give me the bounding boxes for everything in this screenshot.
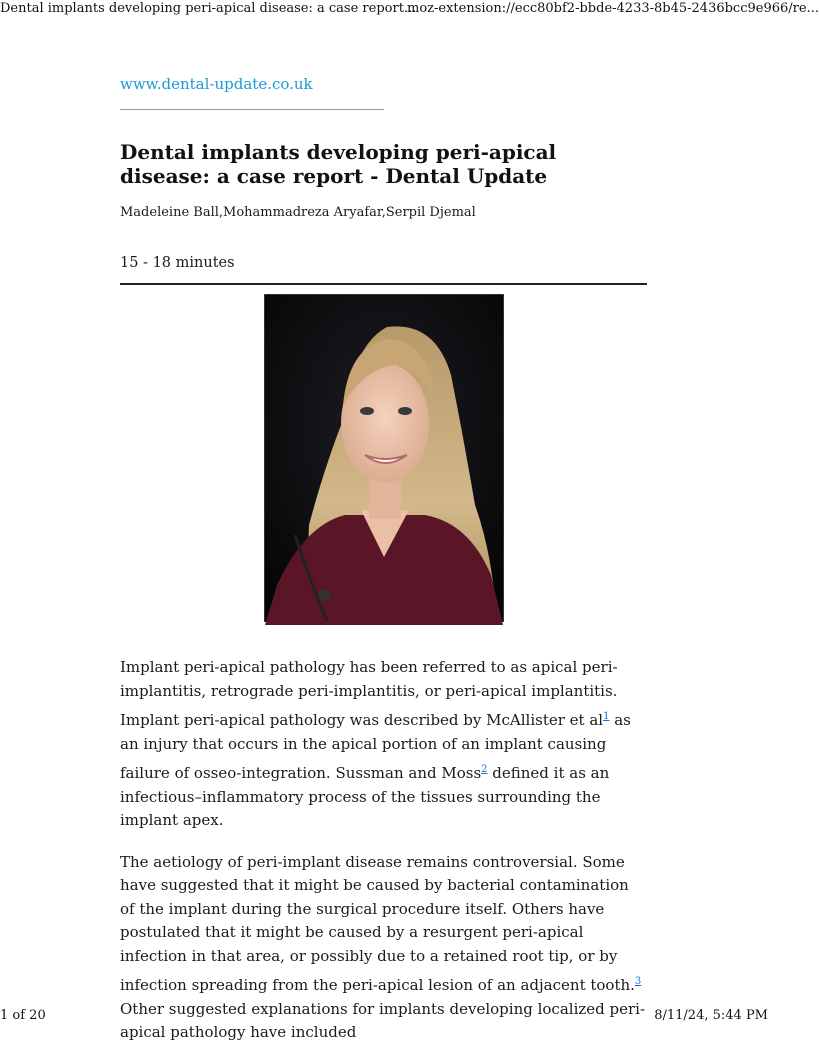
print-footer <box>0 1008 768 1024</box>
paragraph-text: Other suggested explanations for implants developing localized peri-apical pathology have included <box>120 999 646 1041</box>
print-header <box>0 0 819 20</box>
domain-divider <box>120 109 384 110</box>
page-counter: 1 of 20 <box>0 1008 46 1023</box>
author-photo <box>264 294 504 622</box>
source-domain-link[interactable]: www.dental-update.co.uk <box>120 75 313 93</box>
article-authors: Madeleine Ball,Mohammadreza Aryafar,Serpil Djemal <box>120 205 476 220</box>
reference-link[interactable]: 3 <box>634 976 642 987</box>
paragraph-text: defined it as an infectious–inflammatory process of the tissues surrounding the implant apex. <box>120 764 610 829</box>
paragraph <box>120 656 647 833</box>
paragraph-text: Implant peri-apical pathology has been referred to as apical peri-implantitis, retrograde peri-implantitis, or peri-apical implantitis. Implant peri-apical pathology was described by McAllister et al <box>120 658 618 729</box>
article <box>120 70 647 1063</box>
reading-time: 15 - 18 minutes <box>120 255 235 271</box>
paragraph-text: as an injury that occurs in the apical portion of an implant causing failure of osseo-integration. Sussman and Moss <box>120 711 631 782</box>
print-datetime: 8/11/24, 5:44 PM <box>654 1008 768 1023</box>
print-header-page-title: Dental implants developing peri-apical disease: a case report... <box>0 1 417 16</box>
header-divider <box>120 283 647 285</box>
paragraph-text: The aetiology of peri-implant disease remains controversial. Some have suggested that it might be caused by bacterial contamination of the implant during the surgical procedure itself. Others have postulated that it might be caused by a resurgent peri-apical infection in that area, or possibly due to a retained root tip, or by infection spreading from the peri-apical lesion of an adjacent tooth. <box>120 852 635 994</box>
article-title: Dental implants developing peri-apical disease: a case report - Dental Update <box>120 140 557 188</box>
article-body <box>120 656 647 1045</box>
print-header-url: moz-extension://ecc80bf2-bbde-4233-8b45-2436bcc9e966/re... <box>407 1 819 16</box>
author-photo-illustration <box>265 295 503 621</box>
reference-link[interactable]: 2 <box>481 764 488 775</box>
reference-link[interactable]: 1 <box>603 711 610 722</box>
